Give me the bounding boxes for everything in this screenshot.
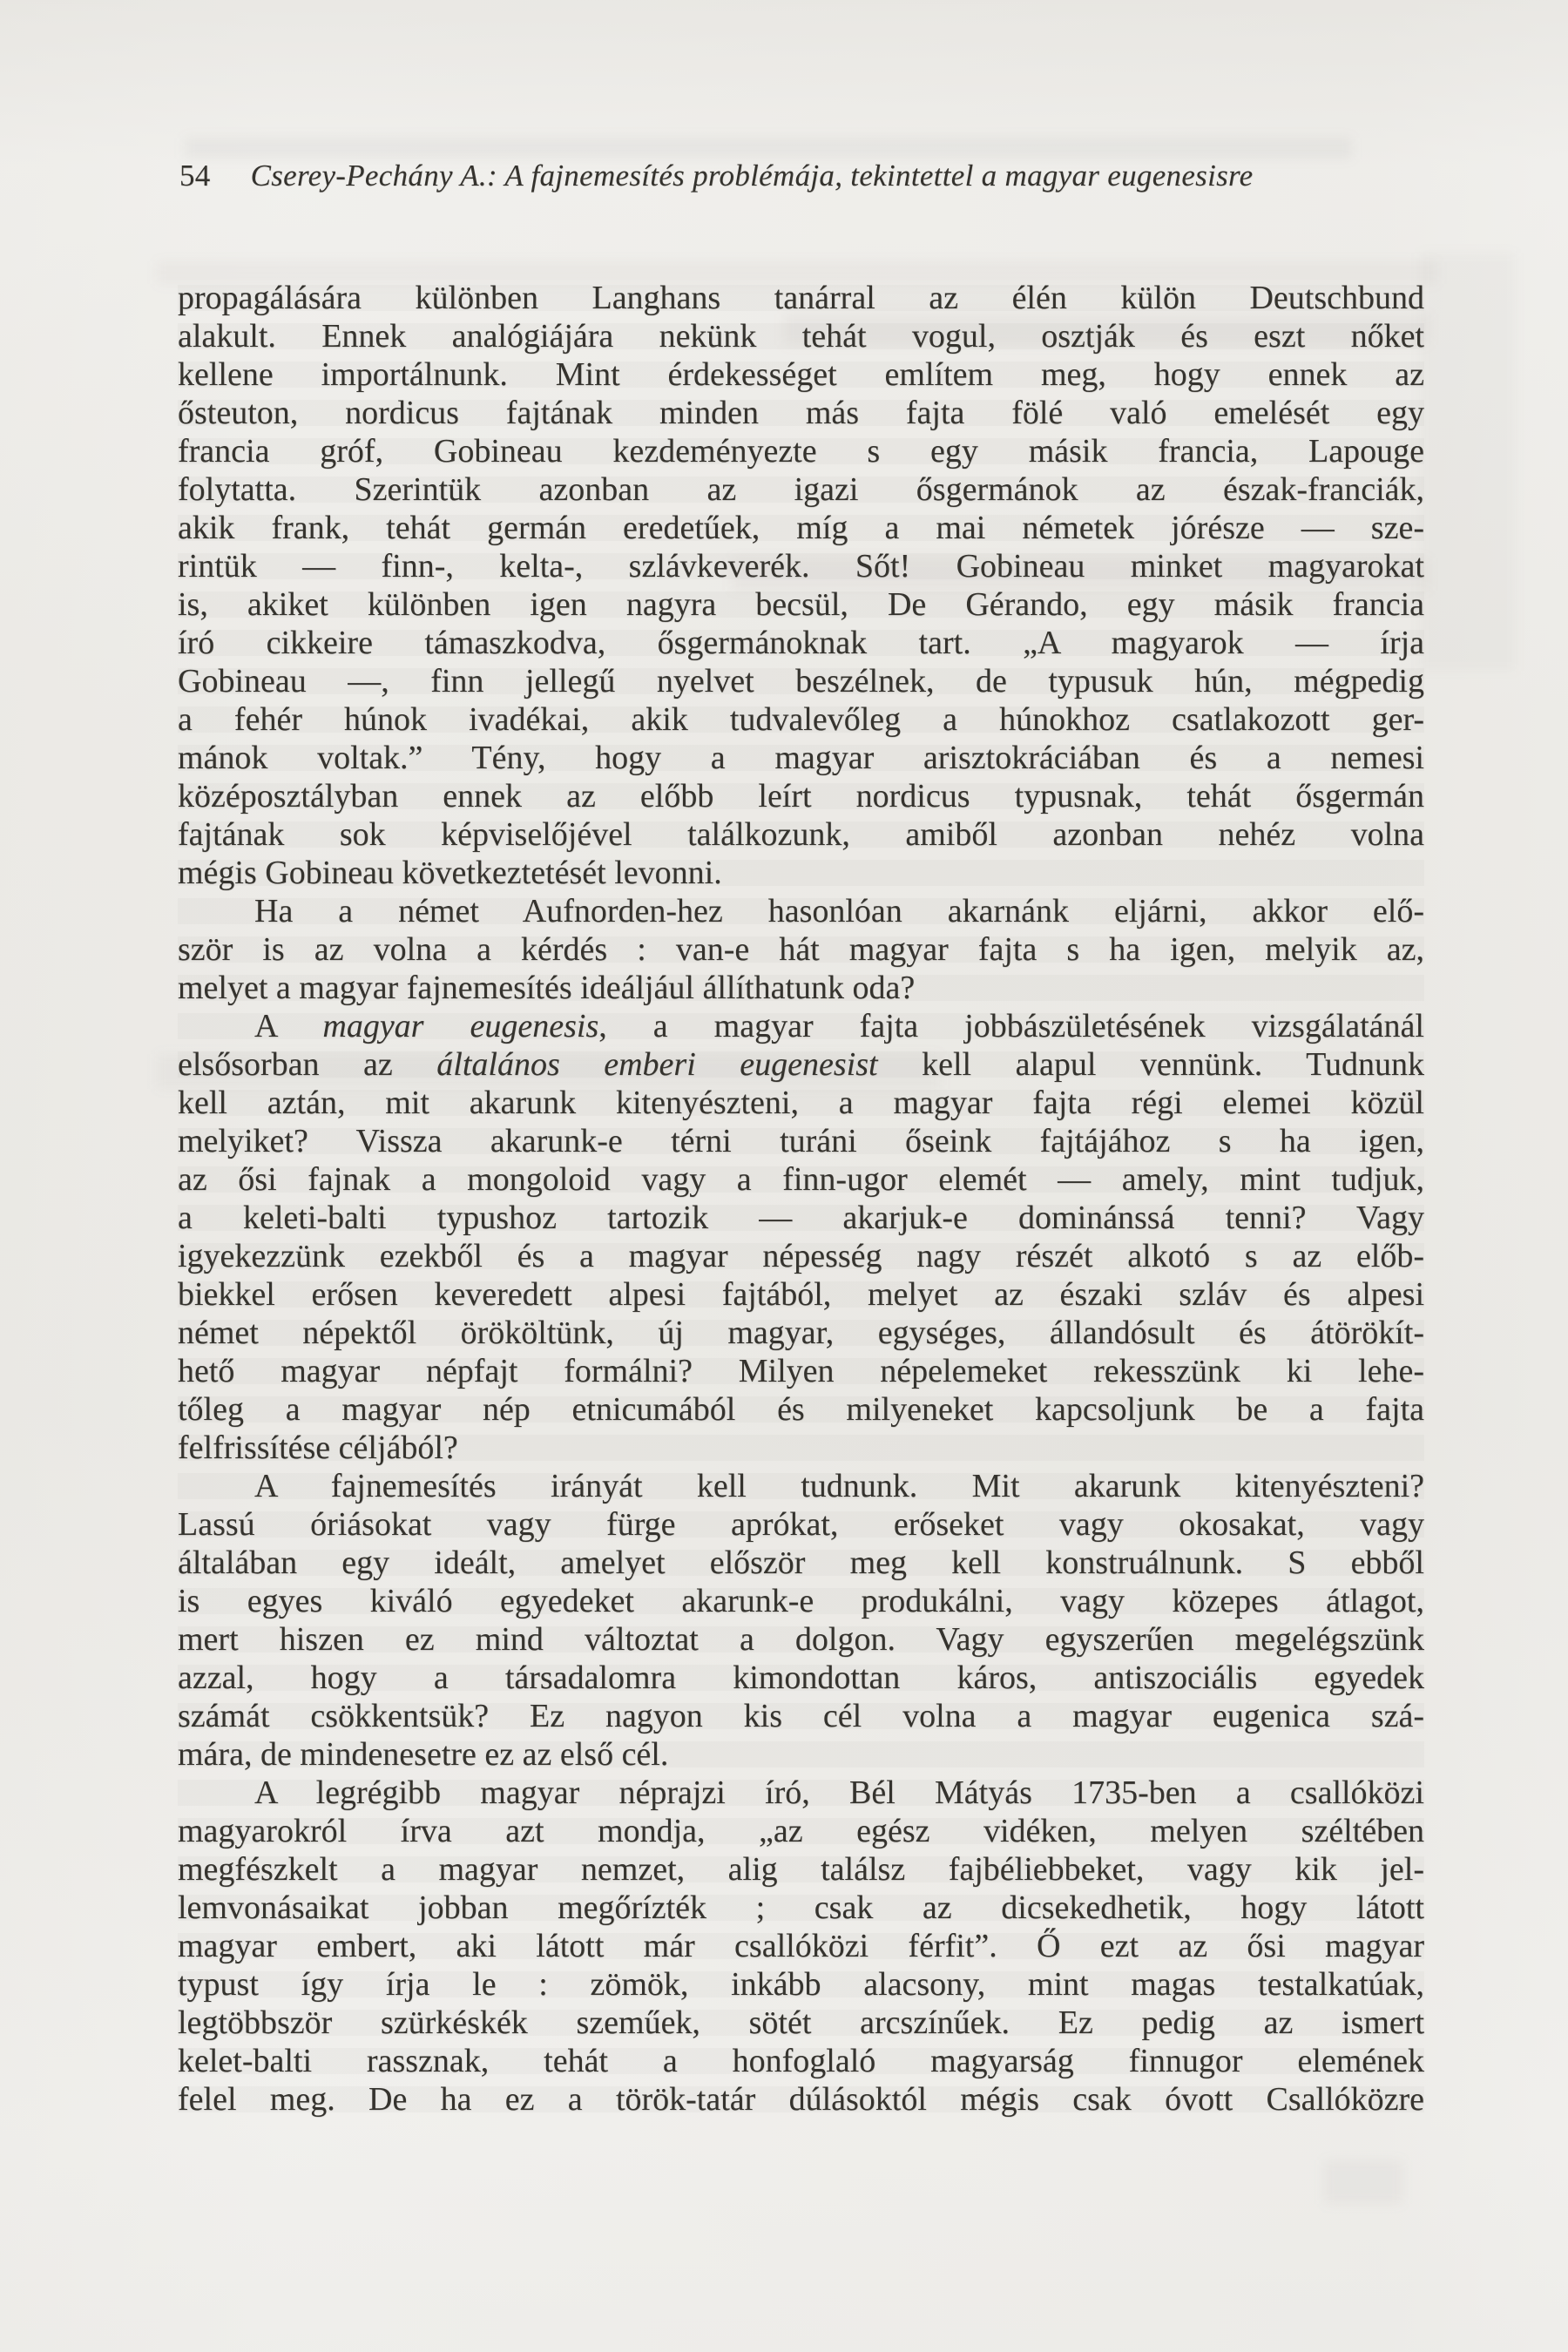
text-line: Lassú óriásokat vagy fürge aprókat, erőseket vagy okosakat, vagy bbox=[178, 1506, 1424, 1543]
text-line: lemvonásaikat jobban megőrízték ; csak az dicsekedhetik, hogy látott bbox=[178, 1889, 1424, 1926]
text-line: író cikkeire támaszkodva, ősgermánoknak tart. „A magyarok — írja bbox=[178, 625, 1424, 661]
paragraph bbox=[178, 1774, 1424, 2119]
paragraph bbox=[178, 892, 1424, 1007]
italic-text: magyar eugenesis bbox=[322, 1008, 599, 1044]
text-line: typust így írja le : zömök, inkább alacsony, mint magas testalkatúak, bbox=[178, 1966, 1424, 2003]
text-line: felel meg. De ha ez a török-tatár dúlásoktól mégis csak óvott Csallóközre bbox=[178, 2081, 1424, 2118]
page-number: 54 bbox=[179, 159, 211, 193]
text-line: legtöbbször szürkéskék szeműek, sötét arcszínűek. Ez pedig az ismert bbox=[178, 2004, 1424, 2041]
text-line: akik frank, tehát germán eredetűek, míg a mai németek jórésze — sze- bbox=[178, 510, 1424, 546]
text-line: ször is az volna a kérdés : van-e hát magyar fajta s ha igen, melyik az, bbox=[178, 931, 1424, 968]
paragraph bbox=[178, 1007, 1424, 1467]
text-line bbox=[178, 1007, 1424, 1045]
text-line: kellene importálnunk. Mint érdekességet említem meg, hogy ennek az bbox=[178, 356, 1424, 393]
text-line: a fehér húnok ivadékai, akik tudvalevőleg a húnokhoz csatlakozott ger- bbox=[178, 701, 1424, 738]
text-line: hető magyar népfajt formálni? Milyen népelemeket rekesszünk ki lehe- bbox=[178, 1353, 1424, 1389]
text-line: mára, de mindenesetre ez az első cél. bbox=[178, 1735, 1424, 1774]
text-line: igyekezzünk ezekből és a magyar népesség nagy részét alkotó s az előb- bbox=[178, 1238, 1424, 1274]
text-line: A fajnemesítés irányát kell tudnunk. Mit akarunk kitenyészteni? bbox=[178, 1467, 1424, 1505]
text-line bbox=[178, 1045, 1424, 1084]
paragraph bbox=[178, 279, 1424, 892]
text-line: ősteuton, nordicus fajtának minden más fajta fölé való emelését egy bbox=[178, 395, 1424, 431]
text-line: melyet a magyar fajnemesítés ideáljául állíthatunk oda? bbox=[178, 969, 1424, 1007]
text-line: az ősi fajnak a mongoloid vagy a finn-ugor elemét — amely, mint tudjuk, bbox=[178, 1161, 1424, 1198]
text-line: folytatta. Szerintük azonban az igazi ősgermánok az észak-franciák, bbox=[178, 471, 1424, 508]
scan-artifact bbox=[1324, 2160, 1402, 2204]
page-header bbox=[179, 159, 1254, 193]
text-line: magyarokról írva azt mondja, „az egész vidéken, melyen széltében bbox=[178, 1813, 1424, 1849]
text-line: középosztályban ennek az előbb leírt nordicus typusnak, tehát ősgermán bbox=[178, 778, 1424, 814]
text-line: mégis Gobineau következtetését levonni. bbox=[178, 854, 1424, 892]
text-block bbox=[178, 279, 1424, 2119]
plain-text: A bbox=[254, 1008, 323, 1044]
text-line: a keleti-balti typushoz tartozik — akarjuk-e dominánssá tenni? Vagy bbox=[178, 1200, 1424, 1236]
text-line: francia gróf, Gobineau kezdeményezte s egy másik francia, Lapouge bbox=[178, 433, 1424, 470]
text-line: alakult. Ennek analógiájára nekünk tehát vogul, osztják és eszt nőket bbox=[178, 318, 1424, 355]
text-line: Ha a német Aufnorden-hez hasonlóan akarnánk eljárni, akkor elő- bbox=[178, 892, 1424, 930]
italic-text: általános emberi eugenesist bbox=[436, 1046, 878, 1083]
text-line: felfrissítése céljából? bbox=[178, 1429, 1424, 1467]
text-line: számát csökkentsük? Ez nagyon kis cél volna a magyar eugenica szá- bbox=[178, 1698, 1424, 1734]
plain-text: , a magyar fajta jobbászületésének vizsgálatánál bbox=[598, 1008, 1424, 1044]
text-line: kelet-balti rassznak, tehát a honfoglaló magyarság finnugor elemének bbox=[178, 2043, 1424, 2079]
running-title: Cserey-Pechány A.: A fajnemesítés problémája, tekintettel a magyar eugenesisre bbox=[250, 159, 1254, 193]
text-line: kell aztán, mit akarunk kitenyészteni, a magyar fajta régi elemei közül bbox=[178, 1085, 1424, 1121]
text-line: német népektől örököltünk, új magyar, egységes, állandósult és átörökít- bbox=[178, 1315, 1424, 1351]
text-line: tőleg a magyar nép etnicumából és milyeneket kapcsoljunk be a fajta bbox=[178, 1391, 1424, 1428]
text-line: propagálására különben Langhans tanárral az élén külön Deutschbund bbox=[178, 280, 1424, 316]
scan-artifact bbox=[185, 138, 1352, 159]
plain-text: elsősorban az bbox=[178, 1046, 437, 1083]
text-line: általában egy ideált, amelyet először meg kell konstruálnunk. S ebből bbox=[178, 1544, 1424, 1581]
text-line: A legrégibb magyar néprajzi író, Bél Mátyás 1735-ben a csallóközi bbox=[178, 1774, 1424, 1812]
text-line: fajtának sok képviselőjével találkozunk, amiből azonban nehéz volna bbox=[178, 816, 1424, 853]
text-line: mert hiszen ez mind változtat a dolgon. Vagy egyszerűen megelégszünk bbox=[178, 1621, 1424, 1658]
text-line: azzal, hogy a társadalomra kimondottan káros, antiszociális egyedek bbox=[178, 1659, 1424, 1696]
text-line: is egyes kiváló egyedeket akarunk-e produkálni, vagy közepes átlagot, bbox=[178, 1583, 1424, 1619]
text-line: biekkel erősen keveredett alpesi fajtából, melyet az északi szláv és alpesi bbox=[178, 1276, 1424, 1313]
text-line: Gobineau —, finn jellegű nyelvet beszélnek, de typusuk hún, mégpedig bbox=[178, 663, 1424, 700]
scan-artifact bbox=[1420, 253, 1516, 671]
text-line: megfészkelt a magyar nemzet, alig találsz fajbéliebbeket, vagy kik jel- bbox=[178, 1851, 1424, 1888]
text-line: is, akiket különben igen nagyra becsül, De Gérando, egy másik francia bbox=[178, 586, 1424, 623]
plain-text: kell alapul vennünk. Tudnunk bbox=[877, 1046, 1424, 1083]
paragraph bbox=[178, 1467, 1424, 1774]
text-line: mánok voltak.” Tény, hogy a magyar arisztokráciában és a nemesi bbox=[178, 740, 1424, 776]
text-line: rintük — finn-, kelta-, szlávkeverék. Sőt! Gobineau minket magyarokat bbox=[178, 548, 1424, 585]
text-line: melyiket? Vissza akarunk-e térni turáni őseink fajtájához s ha igen, bbox=[178, 1123, 1424, 1159]
text-line: magyar embert, aki látott már csallóközi férfit”. Ő ezt az ősi magyar bbox=[178, 1928, 1424, 1964]
